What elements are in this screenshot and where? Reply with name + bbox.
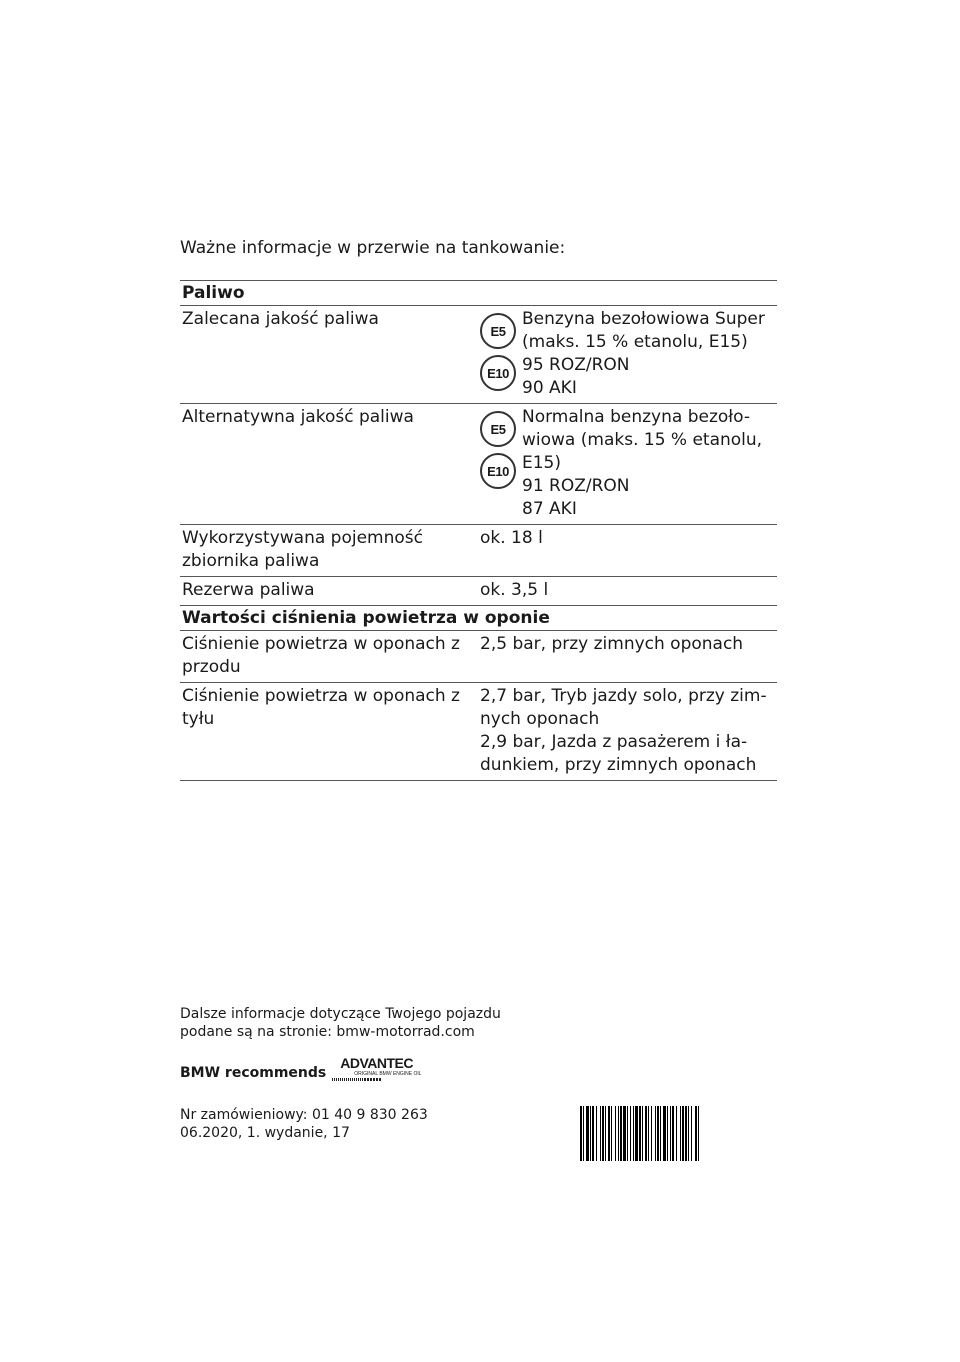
fuel-row-alternative <box>180 404 777 524</box>
order-number: Nr zamówieniowy: 01 40 9 830 263 <box>180 1107 428 1123</box>
edition-info: 06.2020, 1. wydanie, 17 <box>180 1125 350 1141</box>
advantec-logo <box>332 1055 421 1081</box>
fuel-line: (maks. 15 % etanolu, E15) <box>522 332 748 352</box>
fuel-line: 87 AKI <box>522 499 577 519</box>
advantec-stripe <box>332 1078 421 1081</box>
section-tyre-pressure: Wartości ciśnienia powietrza w oponie <box>182 608 550 628</box>
fuel-label: Alternatywna jakość paliwa <box>182 407 414 427</box>
front-tyre-label: Ciśnienie powietrza w oponach z przodu <box>182 634 460 677</box>
fuel-label: Zalecana jakość paliwa <box>182 309 379 329</box>
bmw-recommends-label: BMW recommends <box>180 1065 327 1081</box>
tank-capacity-row <box>180 525 777 576</box>
spec-table <box>180 280 777 781</box>
front-tyre-value: 2,5 bar, przy zimnych oponach <box>480 634 744 654</box>
fuel-reserve-value: ok. 3,5 l <box>480 580 549 600</box>
front-tyre-row <box>180 631 777 682</box>
e5-fuel-icon: E5 <box>480 411 516 447</box>
section-fuel: Paliwo <box>182 283 245 303</box>
rear-tyre-value-solo: 2,7 bar, Tryb jazdy solo, przy zimnych oponach <box>480 686 767 729</box>
bmw-recommends <box>180 1055 422 1081</box>
advantec-subtitle: ORIGINAL BMW ENGINE OIL <box>354 1071 422 1077</box>
advantec-brand: ADVANTEC <box>340 1055 413 1071</box>
fuel-line: E15) <box>522 453 562 473</box>
fuel-reserve-label: Rezerwa paliwa <box>182 580 315 600</box>
e5-fuel-icon: E5 <box>480 313 516 349</box>
tank-capacity-label: Wykorzystywana pojemność zbiornika paliwa <box>182 528 423 571</box>
footer-info-line: podane są na stronie: bmw-motorrad.com <box>180 1024 475 1040</box>
order-info <box>180 1106 428 1142</box>
fuel-line: wiowa (maks. 15 % etanolu, <box>522 430 763 450</box>
fuel-reserve-row <box>180 577 777 605</box>
fuel-line: 91 ROZ/RON <box>522 476 630 496</box>
fuel-line: Normalna benzyna bezoło- <box>522 407 750 427</box>
fuel-line: Benzyna bezołowiowa Super <box>522 309 765 329</box>
fuel-line: 95 ROZ/RON <box>522 355 630 375</box>
barcode <box>580 1106 777 1161</box>
fuel-row-recommended <box>180 306 777 403</box>
tank-capacity-value: ok. 18 l <box>480 528 543 548</box>
footer-info <box>180 1005 501 1041</box>
e10-fuel-icon: E10 <box>480 453 516 489</box>
page-heading: Ważne informacje w przerwie na tankowanie: <box>180 238 566 258</box>
fuel-line: 90 AKI <box>522 378 577 398</box>
rear-tyre-label: Ciśnienie powietrza w oponach z tyłu <box>182 686 460 729</box>
e10-fuel-icon: E10 <box>480 355 516 391</box>
rear-tyre-value-passenger: 2,9 bar, Jazda z pasażerem i ładunkiem, przy zimnych oponach <box>480 732 757 775</box>
rear-tyre-row <box>180 683 777 780</box>
footer-info-line: Dalsze informacje dotyczące Twojego pojazdu <box>180 1006 501 1022</box>
